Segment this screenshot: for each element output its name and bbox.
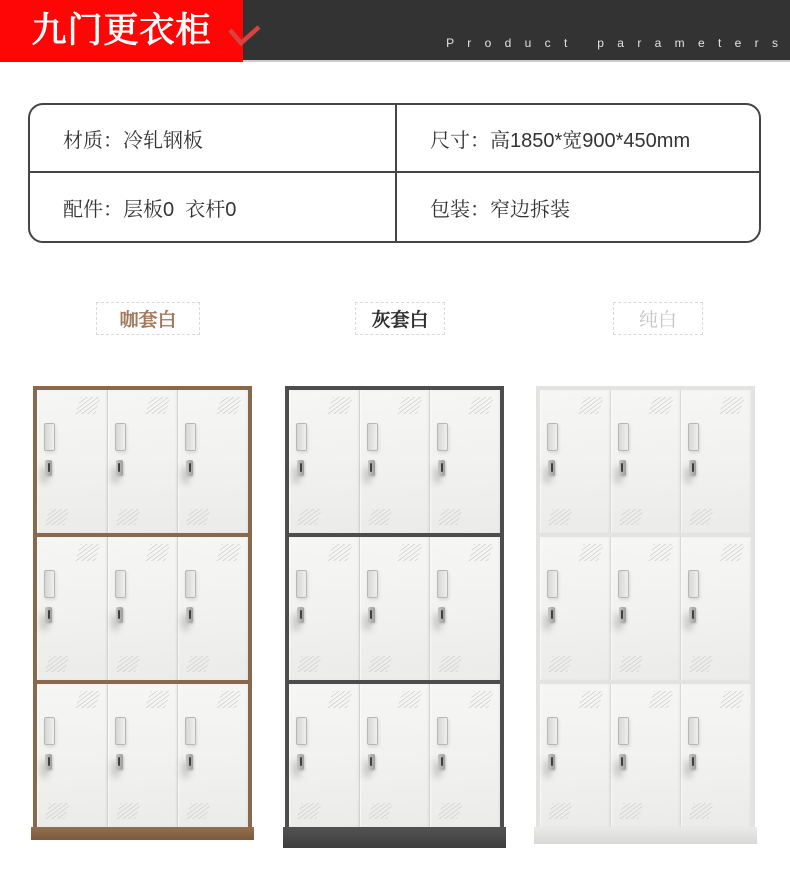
header-subtitle: P r o d u c t p a r a m e t e r s [446, 36, 783, 50]
diagonal-vent-icon [186, 803, 211, 819]
lock-handle-icon [186, 754, 193, 770]
lock-handle-icon [438, 607, 445, 623]
diagonal-vent-icon [296, 803, 321, 819]
keyhole-icon [189, 757, 191, 766]
lock-handle-icon [116, 754, 123, 770]
air-slot-icon [115, 570, 126, 598]
air-slot-icon [44, 570, 55, 598]
lock-handle-icon [45, 460, 52, 476]
air-slot-icon [296, 570, 307, 598]
diagonal-vent-icon [327, 691, 353, 708]
keyhole-icon [551, 463, 553, 472]
air-slot-icon [185, 423, 196, 451]
air-slot-icon [44, 717, 55, 745]
locker-door [37, 390, 107, 533]
keyhole-icon [621, 610, 623, 619]
air-slot-icon [185, 570, 196, 598]
diagonal-vent-icon [547, 509, 572, 525]
diagonal-vent-icon [146, 691, 172, 708]
air-slot-icon [44, 423, 55, 451]
locker-door [37, 537, 107, 680]
diagonal-vent-icon [296, 656, 321, 672]
air-slot-icon [618, 423, 629, 451]
air-slot-icon [437, 423, 448, 451]
diagonal-vent-icon [115, 656, 140, 672]
locker-door [611, 390, 681, 533]
locker-door [611, 537, 681, 680]
keyhole-icon [441, 610, 443, 619]
diagonal-vent-icon [438, 509, 463, 525]
diagonal-vent-icon [438, 803, 463, 819]
air-slot-icon [547, 423, 558, 451]
diagonal-vent-icon [547, 656, 572, 672]
diagonal-vent-icon [398, 544, 424, 561]
keyhole-icon [692, 463, 694, 472]
lock-handle-icon [548, 607, 555, 623]
keyhole-icon [692, 610, 694, 619]
diagonal-vent-icon [75, 544, 101, 561]
lock-handle-icon [297, 754, 304, 770]
lock-handle-icon [619, 754, 626, 770]
diagonal-vent-icon [578, 691, 604, 708]
locker-row [289, 537, 500, 680]
diagonal-vent-icon [719, 544, 745, 561]
air-slot-icon [367, 717, 378, 745]
diagonal-vent-icon [649, 397, 675, 414]
diagonal-vent-icon [578, 544, 604, 561]
keyhole-icon [189, 610, 191, 619]
lock-handle-icon [548, 754, 555, 770]
locker-row [540, 537, 751, 680]
air-slot-icon [115, 423, 126, 451]
locker-row [37, 390, 248, 533]
keyhole-icon [441, 463, 443, 472]
lock-handle-icon [438, 754, 445, 770]
keyhole-icon [48, 610, 50, 619]
keyhole-icon [621, 463, 623, 472]
keyhole-icon [118, 463, 120, 472]
diagonal-vent-icon [649, 544, 675, 561]
diagonal-vent-icon [115, 803, 140, 819]
variant-label-pure-white: 纯白 [613, 302, 703, 335]
lock-handle-icon [186, 460, 193, 476]
diagonal-vent-icon [618, 509, 643, 525]
diagonal-vent-icon [689, 656, 714, 672]
diagonal-vent-icon [618, 656, 643, 672]
diagonal-vent-icon [327, 397, 353, 414]
locker-door [540, 684, 610, 827]
diagonal-vent-icon [75, 397, 101, 414]
air-slot-icon [547, 717, 558, 745]
locker-door [430, 537, 500, 680]
locker-coffee-white [33, 386, 252, 840]
diagonal-vent-icon [649, 691, 675, 708]
lock-handle-icon [548, 460, 555, 476]
diagonal-vent-icon [398, 691, 424, 708]
locker-door [37, 684, 107, 827]
air-slot-icon [115, 717, 126, 745]
locker-door [540, 390, 610, 533]
locker-row [540, 390, 751, 533]
diagonal-vent-icon [438, 656, 463, 672]
air-slot-icon [618, 570, 629, 598]
title-banner [0, 0, 243, 62]
locker-row [540, 684, 751, 827]
keyhole-icon [118, 757, 120, 766]
locker-row [37, 537, 248, 680]
locker-door [430, 684, 500, 827]
diagonal-vent-icon [547, 803, 572, 819]
lock-handle-icon [438, 460, 445, 476]
locker-frame [536, 386, 755, 827]
locker-base [534, 827, 757, 844]
diagonal-vent-icon [216, 397, 242, 414]
variant-label-coffee-white: 咖套白 [96, 302, 200, 335]
diagonal-vent-icon [296, 509, 321, 525]
diagonal-vent-icon [367, 509, 392, 525]
lock-handle-icon [368, 607, 375, 623]
lock-handle-icon [45, 754, 52, 770]
air-slot-icon [437, 570, 448, 598]
locker-door [360, 684, 430, 827]
lock-handle-icon [689, 607, 696, 623]
keyhole-icon [551, 757, 553, 766]
diagonal-vent-icon [44, 803, 69, 819]
diagonal-vent-icon [468, 544, 494, 561]
keyhole-icon [370, 757, 372, 766]
locker-door [289, 390, 359, 533]
diagonal-vent-icon [327, 544, 353, 561]
locker-door [360, 537, 430, 680]
lock-handle-icon [297, 607, 304, 623]
locker-frame [285, 386, 504, 827]
spec-table [28, 103, 761, 243]
lock-handle-icon [368, 754, 375, 770]
locker-door [178, 684, 248, 827]
keyhole-icon [300, 610, 302, 619]
air-slot-icon [367, 570, 378, 598]
lock-handle-icon [186, 607, 193, 623]
keyhole-icon [48, 757, 50, 766]
locker-base [283, 827, 506, 848]
diagonal-vent-icon [719, 691, 745, 708]
diagonal-vent-icon [578, 397, 604, 414]
variant-label-grey-white: 灰套白 [355, 302, 445, 335]
diagonal-vent-icon [689, 509, 714, 525]
diagonal-vent-icon [115, 509, 140, 525]
diagonal-vent-icon [367, 803, 392, 819]
air-slot-icon [618, 717, 629, 745]
locker-door [289, 537, 359, 680]
locker-door [178, 390, 248, 533]
locker-frame [33, 386, 252, 827]
air-slot-icon [296, 717, 307, 745]
diagonal-vent-icon [719, 397, 745, 414]
diagonal-vent-icon [186, 509, 211, 525]
spec-cell-material: 材质：冷轧钢板 [30, 105, 397, 173]
diagonal-vent-icon [216, 691, 242, 708]
spec-cell-accessories: 配件：层板0 衣杆0 [30, 173, 397, 241]
locker-door [681, 684, 751, 827]
lock-handle-icon [368, 460, 375, 476]
lock-handle-icon [689, 754, 696, 770]
locker-grey-white [285, 386, 504, 848]
locker-door [681, 390, 751, 533]
locker-row [289, 390, 500, 533]
diagonal-vent-icon [75, 691, 101, 708]
lock-handle-icon [116, 607, 123, 623]
diagonal-vent-icon [44, 656, 69, 672]
locker-door [289, 684, 359, 827]
locker-door [178, 537, 248, 680]
diagonal-vent-icon [468, 397, 494, 414]
diagonal-vent-icon [146, 397, 172, 414]
locker-door [611, 684, 681, 827]
lock-handle-icon [297, 460, 304, 476]
page-title: 九门更衣柜 [31, 10, 212, 50]
air-slot-icon [367, 423, 378, 451]
air-slot-icon [185, 717, 196, 745]
keyhole-icon [300, 463, 302, 472]
diagonal-vent-icon [689, 803, 714, 819]
diagonal-vent-icon [146, 544, 172, 561]
diagonal-vent-icon [367, 656, 392, 672]
diagonal-vent-icon [216, 544, 242, 561]
locker-door [108, 537, 178, 680]
locker-door [360, 390, 430, 533]
spec-cell-size: 尺寸：高1850*宽900*450mm [397, 105, 759, 173]
keyhole-icon [621, 757, 623, 766]
diagonal-vent-icon [398, 397, 424, 414]
keyhole-icon [300, 757, 302, 766]
diagonal-vent-icon [186, 656, 211, 672]
air-slot-icon [688, 570, 699, 598]
locker-pure-white [536, 386, 755, 844]
locker-door [108, 684, 178, 827]
checkmark-icon [226, 24, 262, 48]
keyhole-icon [370, 610, 372, 619]
keyhole-icon [441, 757, 443, 766]
keyhole-icon [370, 463, 372, 472]
air-slot-icon [688, 423, 699, 451]
lock-handle-icon [45, 607, 52, 623]
air-slot-icon [547, 570, 558, 598]
locker-door [540, 537, 610, 680]
header-bar [243, 0, 790, 60]
lock-handle-icon [619, 607, 626, 623]
diagonal-vent-icon [618, 803, 643, 819]
diagonal-vent-icon [468, 691, 494, 708]
spec-cell-packaging: 包装：窄边拆装 [430, 198, 570, 221]
locker-door [108, 390, 178, 533]
keyhole-icon [551, 610, 553, 619]
locker-base [31, 827, 254, 840]
keyhole-icon [118, 610, 120, 619]
diagonal-vent-icon [44, 509, 69, 525]
air-slot-icon [688, 717, 699, 745]
locker-row [289, 684, 500, 827]
lock-handle-icon [116, 460, 123, 476]
lock-handle-icon [689, 460, 696, 476]
keyhole-icon [189, 463, 191, 472]
locker-door [430, 390, 500, 533]
keyhole-icon [48, 463, 50, 472]
locker-row [37, 684, 248, 827]
keyhole-icon [692, 757, 694, 766]
air-slot-icon [296, 423, 307, 451]
locker-door [681, 537, 751, 680]
air-slot-icon [437, 717, 448, 745]
lock-handle-icon [619, 460, 626, 476]
